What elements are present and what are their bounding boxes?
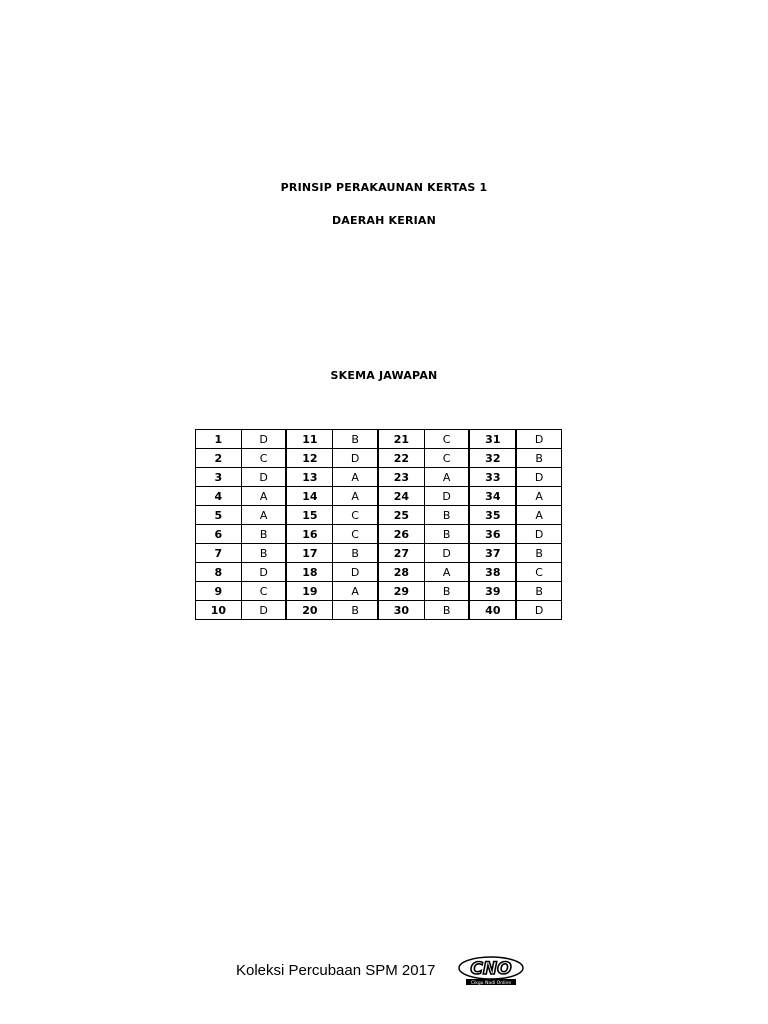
- footer-text: Koleksi Percubaan SPM 2017: [236, 962, 436, 979]
- table-row: [195, 544, 562, 563]
- svg-text:CNO: CNO: [470, 959, 512, 979]
- question-number: 15: [286, 506, 333, 525]
- table-row: [195, 506, 562, 525]
- answer-letter: A: [425, 468, 470, 487]
- question-number: 32: [469, 449, 516, 468]
- answer-letter: D: [242, 429, 287, 449]
- answer-letter: C: [242, 582, 287, 601]
- question-number: 24: [378, 487, 425, 506]
- question-number: 28: [378, 563, 425, 582]
- answer-letter: B: [242, 544, 287, 563]
- answer-letter: C: [425, 429, 470, 449]
- answer-letter: B: [242, 525, 287, 544]
- question-number: 33: [469, 468, 516, 487]
- table-row: [195, 601, 562, 620]
- question-number: 36: [469, 525, 516, 544]
- question-number: 22: [378, 449, 425, 468]
- table-row: [195, 563, 562, 582]
- question-number: 9: [195, 582, 242, 601]
- table-row: [195, 449, 562, 468]
- answer-letter: A: [333, 468, 378, 487]
- section-title: SKEMA JAWAPAN: [330, 369, 438, 382]
- answer-letter: A: [242, 487, 287, 506]
- question-number: 1: [195, 429, 242, 449]
- answer-key-table: [195, 429, 562, 620]
- answer-letter: D: [516, 468, 562, 487]
- question-number: 8: [195, 563, 242, 582]
- answer-letter: D: [425, 487, 470, 506]
- answer-letter: D: [242, 563, 287, 582]
- answer-letter: B: [425, 582, 470, 601]
- answer-letter: C: [333, 525, 378, 544]
- question-number: 34: [469, 487, 516, 506]
- answer-letter: A: [425, 563, 470, 582]
- answer-letter: B: [333, 429, 378, 449]
- answer-letter: D: [333, 563, 378, 582]
- answer-letter: B: [333, 544, 378, 563]
- answer-letter: C: [242, 449, 287, 468]
- question-number: 13: [286, 468, 333, 487]
- question-number: 17: [286, 544, 333, 563]
- answer-letter: D: [333, 449, 378, 468]
- answer-letter: A: [333, 487, 378, 506]
- question-number: 18: [286, 563, 333, 582]
- answer-letter: A: [242, 506, 287, 525]
- answer-letter: D: [516, 601, 562, 620]
- answer-letter: B: [425, 525, 470, 544]
- question-number: 16: [286, 525, 333, 544]
- cno-logo: [456, 955, 526, 987]
- answer-letter: C: [333, 506, 378, 525]
- answer-letter: D: [425, 544, 470, 563]
- question-number: 38: [469, 563, 516, 582]
- question-number: 11: [286, 429, 333, 449]
- question-number: 26: [378, 525, 425, 544]
- question-number: 23: [378, 468, 425, 487]
- table-row: [195, 487, 562, 506]
- answer-letter: A: [333, 582, 378, 601]
- table-row: [195, 468, 562, 487]
- question-number: 25: [378, 506, 425, 525]
- table-row: [195, 582, 562, 601]
- answer-letter: B: [516, 544, 562, 563]
- answer-letter: C: [425, 449, 470, 468]
- question-number: 37: [469, 544, 516, 563]
- question-number: 31: [469, 429, 516, 449]
- answer-letter: B: [425, 506, 470, 525]
- answer-letter: C: [516, 563, 562, 582]
- document-subtitle: DAERAH KERIAN: [331, 214, 437, 227]
- question-number: 19: [286, 582, 333, 601]
- table-row: [195, 429, 562, 449]
- question-number: 27: [378, 544, 425, 563]
- question-number: 40: [469, 601, 516, 620]
- question-number: 2: [195, 449, 242, 468]
- answer-letter: B: [425, 601, 470, 620]
- question-number: 39: [469, 582, 516, 601]
- answer-letter: D: [242, 601, 287, 620]
- question-number: 7: [195, 544, 242, 563]
- svg-text:Cikgu Nadi Online: Cikgu Nadi Online: [470, 981, 512, 986]
- question-number: 21: [378, 429, 425, 449]
- question-number: 5: [195, 506, 242, 525]
- question-number: 29: [378, 582, 425, 601]
- document-title: PRINSIP PERAKAUNAN KERTAS 1: [280, 181, 488, 194]
- answer-key-body: [195, 429, 562, 620]
- question-number: 20: [286, 601, 333, 620]
- table-row: [195, 525, 562, 544]
- question-number: 10: [195, 601, 242, 620]
- question-number: 30: [378, 601, 425, 620]
- answer-letter: D: [242, 468, 287, 487]
- answer-letter: B: [333, 601, 378, 620]
- question-number: 3: [195, 468, 242, 487]
- question-number: 35: [469, 506, 516, 525]
- answer-letter: A: [516, 506, 562, 525]
- answer-letter: D: [516, 525, 562, 544]
- answer-letter: D: [516, 429, 562, 449]
- question-number: 6: [195, 525, 242, 544]
- question-number: 14: [286, 487, 333, 506]
- question-number: 12: [286, 449, 333, 468]
- question-number: 4: [195, 487, 242, 506]
- answer-letter: B: [516, 449, 562, 468]
- answer-letter: B: [516, 582, 562, 601]
- answer-letter: A: [516, 487, 562, 506]
